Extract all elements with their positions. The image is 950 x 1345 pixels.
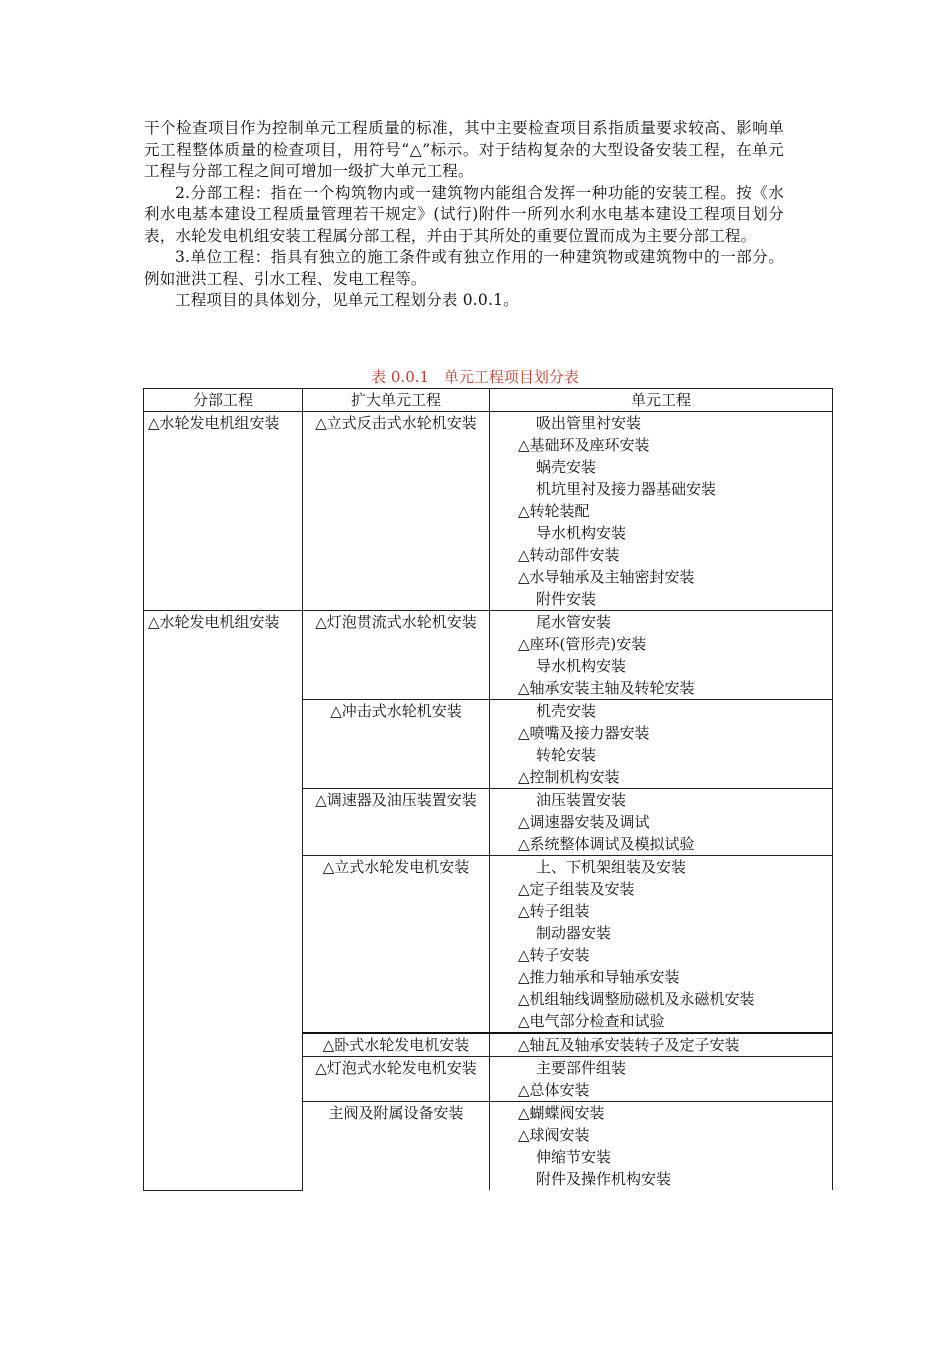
extended-unit-cell [303, 789, 490, 856]
unit-item: △调速器安装及调试 [518, 813, 650, 831]
unit-item: 机壳安装 [536, 702, 597, 720]
unit-item: △机组轴线调整励磁机及永磁机安装 [518, 990, 755, 1008]
unit-item: 机坑里衬及接力器基础安装 [536, 480, 717, 498]
unit-item: 制动器安装 [536, 924, 612, 942]
unit-item: △控制机构安装 [518, 768, 620, 786]
unit-item: △转动部件安装 [518, 546, 620, 564]
unit-item: △系统整体调试及模拟试验 [518, 835, 695, 853]
unit-item: 附件安装 [536, 590, 597, 608]
extended-unit-cell [303, 1033, 490, 1057]
unit-item: 上、下机架组装及安装 [536, 858, 687, 876]
header-division: 分部工程 [144, 389, 303, 412]
division-cell: △水轮发电机组安装 [144, 611, 303, 1191]
unit-item: 伸缩节安装 [536, 1148, 612, 1166]
unit-items-cell [490, 1057, 833, 1102]
header-extended-unit: 扩大单元工程 [303, 389, 490, 412]
table-body [144, 412, 833, 1191]
extended-unit-name: △灯泡贯流式水轮机安装 [315, 613, 477, 631]
unit-item: 附件及操作机构安装 [536, 1170, 672, 1188]
table-row [144, 611, 833, 700]
unit-item: △蝴蝶阀安装 [518, 1104, 605, 1122]
table-caption-title: 单元工程项目划分表 [443, 368, 579, 386]
unit-items-cell [490, 1102, 833, 1191]
unit-item: △转子组装 [518, 902, 590, 920]
extended-unit-cell [303, 1102, 490, 1191]
table-caption [0, 366, 950, 387]
unit-item: 尾水管安装 [536, 613, 612, 631]
table-row [144, 412, 833, 611]
unit-items-cell [490, 789, 833, 856]
extended-unit-name: △调速器及油压装置安装 [315, 791, 477, 809]
extended-unit-cell [303, 856, 490, 1034]
unit-item: △座环(管形壳)安装 [518, 635, 647, 653]
paragraph-1: 干个检查项目作为控制单元工程质量的标准，其中主要检查项目系指质量要求较高、影响单元工程整体质量的检查项目，用符号“△”标示。对于结构复杂的大型设备安装工程，在单元工程与分部工程之间可增加一级扩大单元工程。 [144, 119, 784, 180]
unit-item: △轴瓦及轴承安装转子及定子安装 [518, 1036, 740, 1054]
table-caption-number: 表 0.0.1 [371, 368, 430, 386]
unit-item: △喷嘴及接力器安装 [518, 724, 650, 742]
paragraph-4: 工程项目的具体划分，见单元工程划分表 0.0.1。 [175, 291, 519, 309]
unit-item: 主要部件组装 [536, 1059, 627, 1077]
unit-item: 油压装置安装 [536, 791, 627, 809]
body-text [144, 118, 784, 312]
unit-item: 导水机构安装 [536, 524, 627, 542]
unit-item: 导水机构安装 [536, 657, 627, 675]
unit-item: △转轮装配 [518, 502, 590, 520]
unit-items-cell [490, 412, 833, 611]
unit-item: △电气部分检查和试验 [518, 1012, 665, 1030]
unit-items-cell [490, 700, 833, 789]
extended-unit-name: △冲击式水轮机安装 [330, 702, 462, 720]
unit-item: △定子组装及安装 [518, 880, 635, 898]
extended-unit-cell [303, 412, 490, 611]
unit-items-cell [490, 611, 833, 700]
extended-unit-cell [303, 611, 490, 700]
unit-item: △总体安装 [518, 1081, 590, 1099]
unit-item: △转子安装 [518, 946, 590, 964]
extended-unit-name: 主阀及附属设备安装 [328, 1104, 464, 1122]
paragraph-3: 3.单位工程：指具有独立的施工条件或有独立作用的一种建筑物或建筑物中的一部分。例如泄洪工程、引水工程、发电工程等。 [144, 248, 784, 288]
unit-item: △球阀安装 [518, 1126, 590, 1144]
unit-item: 转轮安装 [536, 746, 597, 764]
unit-item: △轴承安装主轴及转轮安装 [518, 679, 695, 697]
unit-item: 吸出管里衬安装 [536, 414, 642, 432]
unit-item: 蜗壳安装 [536, 458, 597, 476]
extended-unit-name: △立式反击式水轮机安装 [315, 414, 477, 432]
table-header-row [144, 389, 833, 412]
extended-unit-name: △立式水轮发电机安装 [322, 858, 470, 876]
unit-division-table [143, 388, 833, 1191]
extended-unit-cell [303, 1057, 490, 1102]
unit-items-cell [490, 856, 833, 1034]
extended-unit-cell [303, 700, 490, 789]
division-cell: △水轮发电机组安装 [144, 412, 303, 611]
header-unit: 单元工程 [490, 389, 833, 412]
unit-item: △基础环及座环安装 [518, 436, 650, 454]
extended-unit-name: △灯泡式水轮发电机安装 [315, 1059, 477, 1077]
paragraph-2: 2.分部工程：指在一个构筑物内或一建筑物内能组合发挥一种功能的安装工程。按《水利水电基本建设工程质量管理若干规定》(试行)附件一所列水利水电基本建设工程项目划分表，水轮发电机组安装工程属分部工程，并由于其所处的重要位置而成为主要分部工程。 [144, 183, 784, 245]
unit-item: △推力轴承和导轴承安装 [518, 968, 680, 986]
extended-unit-name: △卧式水轮发电机安装 [322, 1036, 470, 1054]
unit-item: △水导轴承及主轴密封安装 [518, 568, 695, 586]
unit-items-cell [490, 1033, 833, 1057]
